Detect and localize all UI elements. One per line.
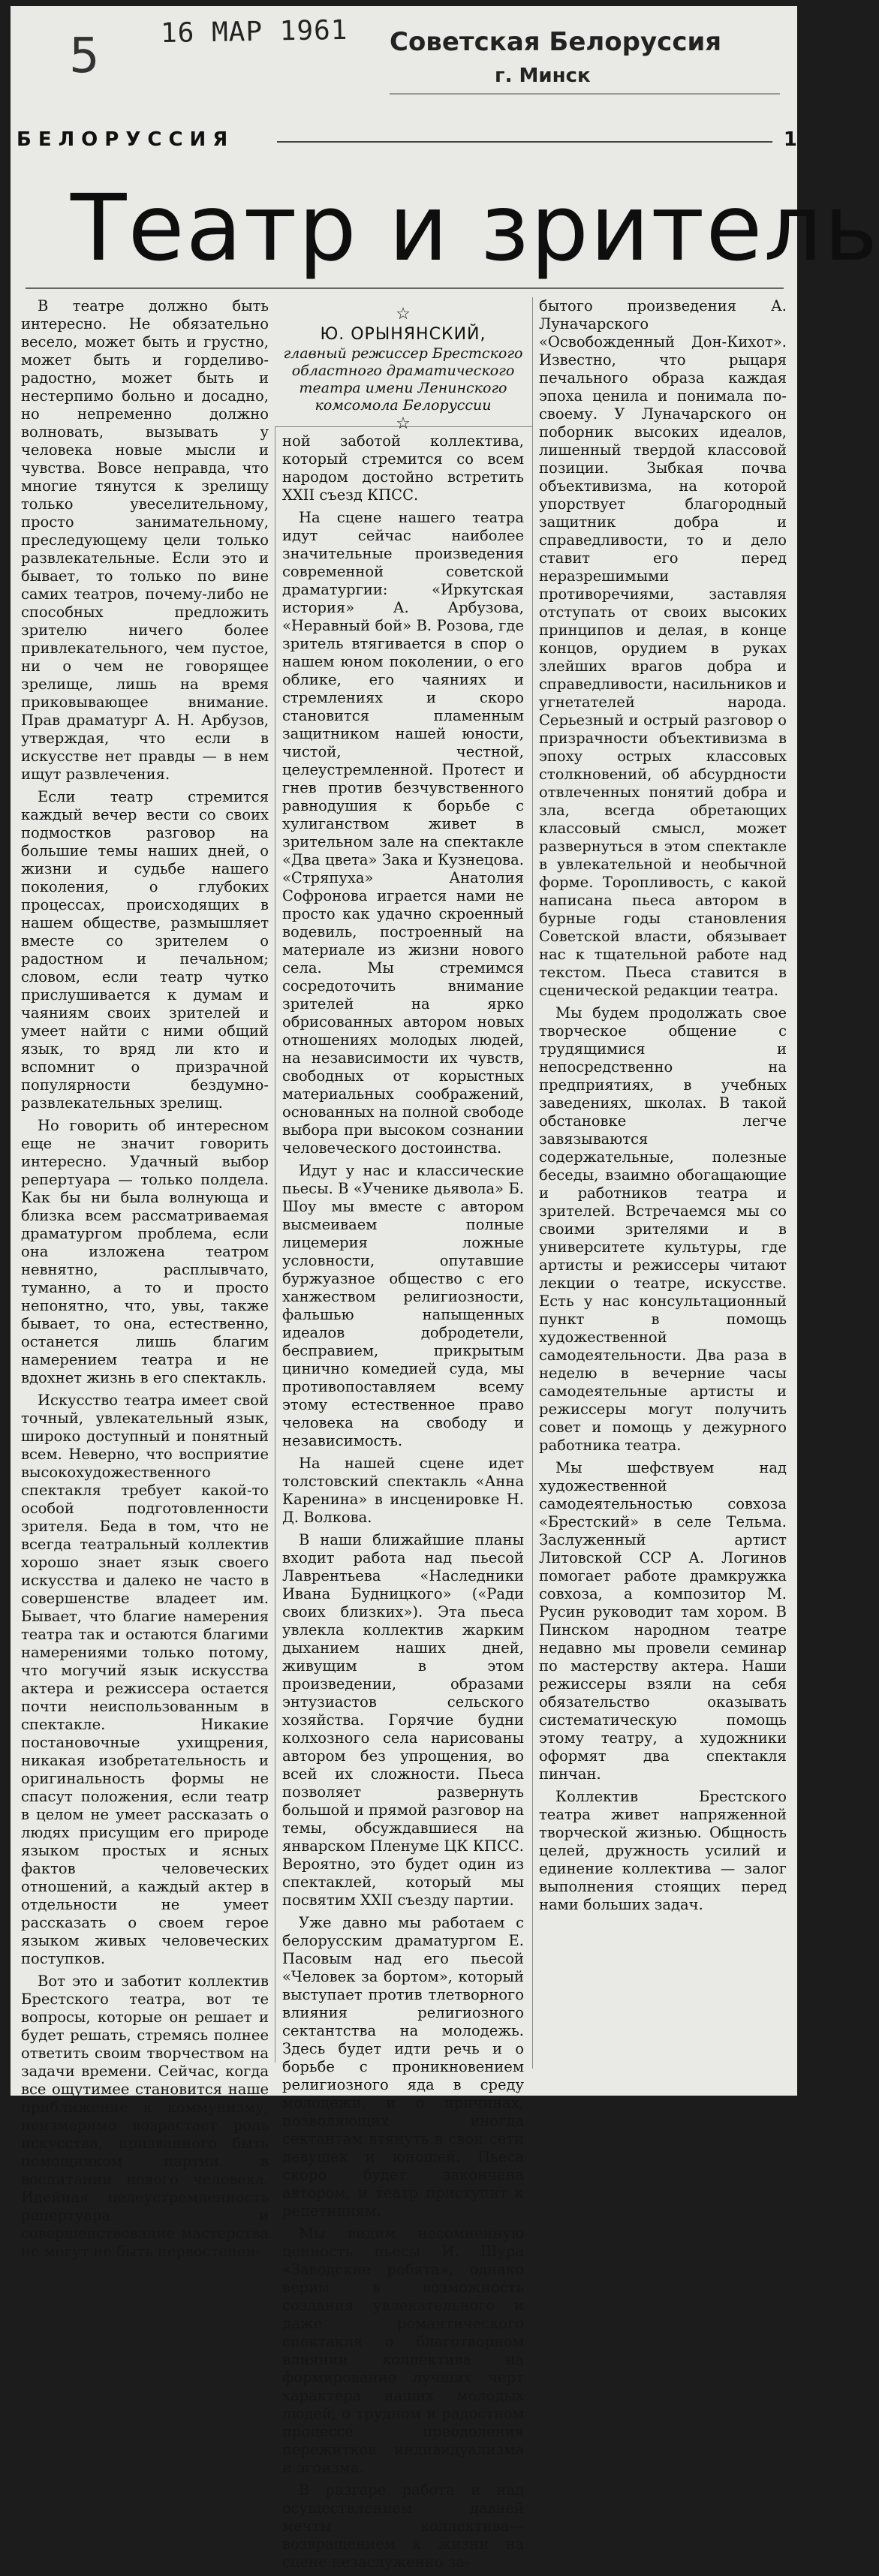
city-name: г. Минск	[495, 65, 591, 87]
paragraph: Но говорить об интересном еще не значит говорить интересно. Удачный выбор репертуара — только полдела. Как бы ни была волнующа и близка всем рассматриваемая драматургом проблема, если она изложена театром невнятно, расплывчато, туманно, а то и просто непонятно, что, увы, также бывает, то она, естественно, останется лишь благим намерением театра и не вдохнет жизнь в его спектакль.	[21, 1117, 269, 1386]
star-icon: ☆	[396, 414, 411, 433]
paragraph: Уже давно мы работаем с белорусским драматургом Е. Пасовым над его пьесой «Человек за бортом», который выступает против тлетворного влияния религиозного сектантства на молодежь. Здесь будет идти речь и о борьбе с проникновением религиозного яда в среду молодежи, и о причинах, позволяющих иногда сектантам втянуть в свои сети девушек и юношей. Пьеса скоро будет закончена автором, и театр приступит к репетициям.	[282, 1914, 524, 2219]
paragraph: На сцене нашего театра идут сейчас наиболее значительные произведения современной советской драматургии: «Иркутская история» А. Арбузова, «Неравный бой» В. Розова, где зритель втягивается в спор о нашем юном поколении, о его облике, его чаяниях и стремлениях и скоро становится пламенным защитником нашей юности, чистой, честной, целеустремленной. Протест и гнев против безчувственного равнодушия к борьбе с хулиганством живет в зрительном зале на спектакле «Два цвета» Зака и Кузнецова. «Стряпуха» Анатолия Софронова играется нами не просто как удачно скроенный водевиль, построенный на материале из жизни нового села. Мы стремимся сосредоточить внимание зрителей на ярко обрисованных автором новых отношениях молодых людей, на независимости их чувств, свободных от корыстных материальных соображений, основанных на полной свободе выбора при высоком сознании человеческого достоинства.	[282, 509, 524, 1157]
article-title: Театр и зритель	[71, 175, 879, 281]
date-stamp: 16 МАР 1961	[160, 14, 348, 50]
title-rule	[26, 287, 784, 289]
paragraph: Мы шефствуем над художественной самодеятельностью совхоза «Брестский» в селе Тельма. Заслуженный артист Литовской ССР А. Логинов помогает работе драмкружка совхоза, а композитор М. Русин руководит там хором. В Пинском народном театре недавно мы провели семинар по мастерству актера. Наши режиссеры взяли на себя обязательство оказывать систематическую помощь этому театру, а художники оформят два спектакля пинчан.	[539, 1459, 787, 1783]
paragraph: Идут у нас и классические пьесы. В «Ученике дьявола» Б. Шоу мы вместе с автором высмеиваем полные лицемерия ложные условности, опутавшие буржуазное общество с его ханжеством религиозности, фальшью напыщенных идеалов добродетели, бесправием, прикрытым цинично комедией суда, мы противопоставляем всему этому естественное право человека на свободу и независимость.	[282, 1162, 524, 1449]
author-position: главный режиссер Брестского областного драматического театра имени Ленинского комсомола Белоруссии	[283, 345, 523, 414]
paragraph: В разгаре работа и над осуществлением давней мечты коллектива—возвращением к жизни на сцене незаслуженно за-	[282, 2481, 524, 2571]
star-icon: ☆	[396, 305, 411, 324]
paragraph: В наши ближайшие планы входит работа над пьесой Лаврентьева «Наследники Ивана Будницкого» («Ради своих близких»). Эта пьеса увлекла коллектив жарким дыханием наших дней, живущим в этом произведении, образами энтузиастов сельского хозяйства. Горячие будни колхозного села нарисованы автором без упрощения, во всей их сложности. Пьеса позволяет развернуть большой и прямой разговор на темы, обсуждавшиеся на январском Пленуме ЦК КПСС. Вероятно, это будет один из спектаклей, который мы посвятим XXII съезду партии.	[282, 1531, 524, 1909]
paragraph: Коллектив Брестского театра живет напряженной творческой жизнью. Общность целей, дружность усилий и единение коллектива — залог выполнения стоящих перед нами больших задач.	[539, 1788, 787, 1913]
paragraph: Если театр стремится каждый вечер вести со своих подмостков разговор на большие темы наших дней, о жизни и судьбе нашего поколения, о глубоких процессах, происходящих в нашем обществе, размышляет вместе со зрителем о радостном и печальном; словом, если театр чутко прислушивается к думам и чаяниям своих зрителей и умеет найти с ними общий язык, то вряд ли кто и вспомнит о призрачной популярности бездумно-развлекательных зрелищ.	[21, 788, 269, 1112]
byline	[282, 305, 524, 434]
article-column-1	[21, 297, 269, 2265]
paragraph: Искусство театра имеет свой точный, увлекательный язык, широко доступный и понятный всем. Неверно, что восприятие высокохудожественного спектакля требует какой-то особой подготовленности зрителя. Беда в том, что не всегда театральный коллектив хорошо знает язык своего искусства и далеко не часто в совершенстве владеет им. Бывает, что благие намерения театра так и остаются благими намерениями только потому, что могучий язык искусства актера и режиссера остается почти неиспользованным в спектакле. Никакие постановочные ухищрения, никакая изобретательность и оригинальность формы не спасут положения, если театр в целом не умеет рассказать о людях присущим его природе языком простых и ясных фактов человеческих отношений, а каждый актер в отдельности не умеет рассказать о своем герое языком живых человеческих поступков.	[21, 1392, 269, 1967]
paragraph: На нашей сцене идет толстовский спектакль «Анна Каренина» в инсценировке Н. Д. Волкова.	[282, 1455, 524, 1526]
column-divider	[532, 297, 533, 2069]
section-header: БЕЛОРУССИЯ	[17, 128, 235, 151]
paragraph: Мы будем продолжать свое творческое общение с трудящимися и непосредственно на предприятиях, в учебных заведениях, школах. В такой обстановке легче завязываются содержательные, полезные беседы, взаимно обогащающие и работников театра и зрителей. Встречаемся мы со своими зрителями и в университете культуры, где артисты и режиссеры читают лекции о театре, искусстве. Есть у нас консультационный пункт в помощь художественной самодеятельности. Два раза в неделю в вечерние часы самодеятельные артисты и режиссеры могут получить совет и помощь у дежурного работника театра.	[539, 1004, 787, 1454]
section-rule	[277, 141, 772, 143]
author-name: Ю. ОРЫНЯНСКИЙ,	[320, 325, 486, 344]
newspaper-name: Советская Белоруссия	[390, 27, 722, 57]
article-column-2	[282, 432, 524, 2576]
paragraph: Вот это и заботит коллектив Брестского театра, вот те вопросы, которые он решает и будет решать, стремясь полнее ответить своим творчеством на задачи времени. Сейчас, когда все ощутимее становится наше приближение к коммунизму, неизмеримо возрастает роль искусства, призванного быть помощником партии в воспитании нового человека. Идейная целеустремленность репертуара и совершенствование мастерства не могут не быть первостепен-	[21, 1973, 269, 2260]
article-column-3	[539, 297, 787, 1918]
paragraph: В театре должно быть интересно. Не обязательно весело, может быть и грустно, может быть и горделиво-радостно, может быть и нестерпимо больно и досадно, но непременно должно волновать, вызывать у человека новые мысли и чувства. Вовсе неправда, что многие тянутся к зрелищу только увеселительному, просто занимательному, преследующему цели только развлекательные. Если это и бывает, то только по вине самих театров, почему-либо не способных предложить зрителю ничего более привлекательного, чем пустое, ни о чем не говорящее зрелище, лишь на время приковывающее внимание. Прав драматург А. Н. Арбузов, утверждая, что если в искусстве нет правды — в нем ищут развлечения.	[21, 297, 269, 783]
page-number: 1	[783, 128, 797, 151]
paragraph: ной заботой коллектива, который стремится со всем народом достойно встретить XXII съезд КПСС.	[282, 432, 524, 504]
item-number: 5	[69, 29, 100, 84]
paragraph: Мы видим несомненную ценность пьесы И. Шура «Заводские ребята», однако верим в возможность создания увлекательного и даже романтического спектакля о благотворном влиянии коллектива на формирование лучших черт характера наших молодых людей, о трудном и радостном процессе преодоления пережитков индивидуализма и эгоизма.	[282, 2225, 524, 2476]
newspaper-stamp	[390, 27, 780, 95]
newspaper-clipping	[11, 6, 879, 2571]
paragraph: бытого произведения А. Луначарского «Освобожденный Дон-Кихот». Известно, что рыцаря печального образа каждая эпоха ценила и понимала по-своему. У Луначарского он поборник высоких идеалов, лишенный твердой классовой позиции. Зыбкая почва объективизма, на которой упорствует благородный защитник добра и справедливости, то и дело ставит его перед неразрешимыми противоречиями, заставляя отступать от своих высоких принципов и делая, в конце концов, орудием в руках злейших врагов добра и справедливости, насильников и угнетателей народа. Серьезный и острый разговор о призрачности объективизма в эпоху острых классовых столкновений, об абсурдности отвлеченных понятий добра и зла, всегда обретающих классовый смысл, может развернуться в этом спектакле в увлекательной и необычной форме. Торопливость, с какой написана пьеса автором в бурные годы становления Советской власти, обязывает нас к тщательной работе над текстом. Пьеса ставится в сценической редакции театра.	[539, 297, 787, 999]
